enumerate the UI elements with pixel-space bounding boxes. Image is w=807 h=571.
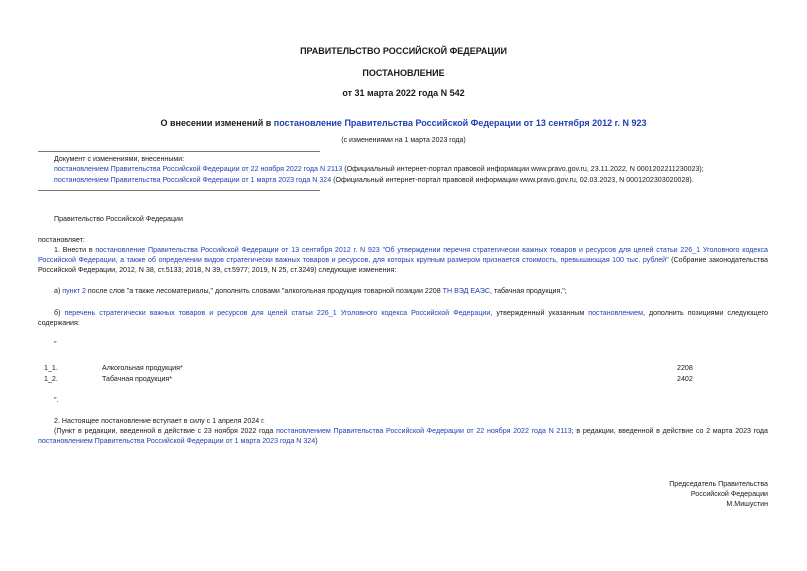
table-cell-code: 2402 [677,375,693,383]
signature-title-2: Российской Федерации [690,490,768,498]
government-line: Правительство Российской Федерации [54,215,183,223]
table-cell-code: 2208 [677,364,693,372]
document-date-number: от 31 марта 2022 года N 542 [342,88,465,98]
signature-title-1: Председатель Правительства [669,480,768,488]
signature-name: М.Мишустин [726,500,768,508]
p1-link-decree[interactable]: постановление Правительства Российской Федерации от 13 сентября 2012 г. N 923 [95,246,380,254]
pb-link-list[interactable]: перечень стратегически важных товаров и ресурсов для целей статьи 226_1 Уголовного кодекса Российской Федерации [64,309,491,317]
amendment-note: (Пункт в редакции, введенной в действие с 23 ноября 2022 года постановлением Правительства Российской Федерации от 22 ноября 2022 года N 2113; в редакции, введенной в действие со 2 марта 2023 года постановлением Правительства Российской Федерации от 1 марта 2023 года N 324) [38,427,769,445]
pb-link-decree[interactable]: постановлением [588,309,643,317]
pa-link-item[interactable]: пункт 2 [62,287,86,295]
p1-decree-title: "Об утверждении перечня стратегически важных товаров и ресурсов для целей статьи 226_1 Уголовного кодекса Российской Федерации, а также об определении видов стратегически важных товаров и ресурсов, для которых крупным размером признается стоимость, превышающая 100 тыс. рублей" [38,246,768,264]
changes-item-2-link[interactable]: постановлением Правительства Российской Федерации от 1 марта 2023 года N 324 [54,176,332,184]
quote-open: " [54,340,57,348]
table-cell-num: 1_2. [44,375,58,383]
document-type: ПОСТАНОВЛЕНИЕ [362,68,445,78]
changes-item-2: постановлением Правительства Российской Федерации от 1 марта 2023 года N 324 (Официальный интернет-портал правовой информации www.pravo.gov.ru, 02.03.2023, N 0001202303020028). [54,176,694,184]
changes-item-1-link[interactable]: постановлением Правительства Российской Федерации от 22 ноября 2022 года N 2113 [54,165,343,173]
decides-line: постановляет: [38,236,85,244]
paragraph-b: б) перечень стратегически важных товаров и ресурсов для целей статьи 226_1 Уголовного кодекса Российской Федерации, утвержденный указанным постановлением, дополнить позициями следующего содержания: [38,309,768,327]
quote-close: ". [54,396,59,404]
paragraph-2: 2. Настоящее постановление вступает в силу с 1 апреля 2024 г. [54,417,265,425]
changes-heading: Документ с изменениями, внесенными: [54,155,185,163]
government-heading: ПРАВИТЕЛЬСТВО РОССИЙСКОЙ ФЕДЕРАЦИИ [300,46,507,56]
pa-link-tnved[interactable]: ТН ВЭД ЕАЭС [442,287,490,295]
note-link-324[interactable]: постановлением Правительства Российской Федерации от 1 марта 2023 года N 324 [38,437,316,445]
table-cell-name: Алкогольная продукция* [102,364,183,372]
revision-note: (с изменениями на 1 марта 2023 года) [341,137,466,144]
changes-item-1: постановлением Правительства Российской Федерации от 22 ноября 2022 года N 2113 (Официальный интернет-портал правовой информации www.pravo.gov.ru, 23.11.2022, N 0001202211230023); [54,165,704,173]
note-link-2113[interactable]: постановлением Правительства Российской Федерации от 22 ноября 2022 года N 2113 [276,427,572,435]
document-title [0,118,807,128]
divider-bottom [38,190,320,191]
title-link[interactable]: постановление Правительства Российской Федерации от 13 сентября 2012 г. N 923 [273,118,647,128]
paragraph-a: а) пункт 2 после слов "а также лесоматериалы," дополнить словами "алкогольная продукция товарной позиции 2208 ТН ВЭД ЕАЭС, табачная продукция,"; [54,287,567,295]
divider-top [38,151,320,152]
title-prefix: О внесении изменений в [160,118,274,128]
table-cell-name: Табачная продукция* [102,375,173,383]
table-cell-num: 1_1. [44,364,58,372]
paragraph-1: 1. Внести в постановление Правительства Российской Федерации от 13 сентября 2012 г. N 923 "Об утверждении перечня стратегически важных товаров и ресурсов для целей статьи 226_1 Уголовного кодекса Российской Федерации, а также об определении видов стратегически важных товаров и ресурсов, для которых крупным размером признается стоимость, превышающая 100 тыс. рублей" (Собрание законодательства Российской Федерации, 2012, N 38, ст.5133; 2018, N 39, ст.5977; 2019, N 25, ст.3249) следующие изменения: [38,246,768,274]
